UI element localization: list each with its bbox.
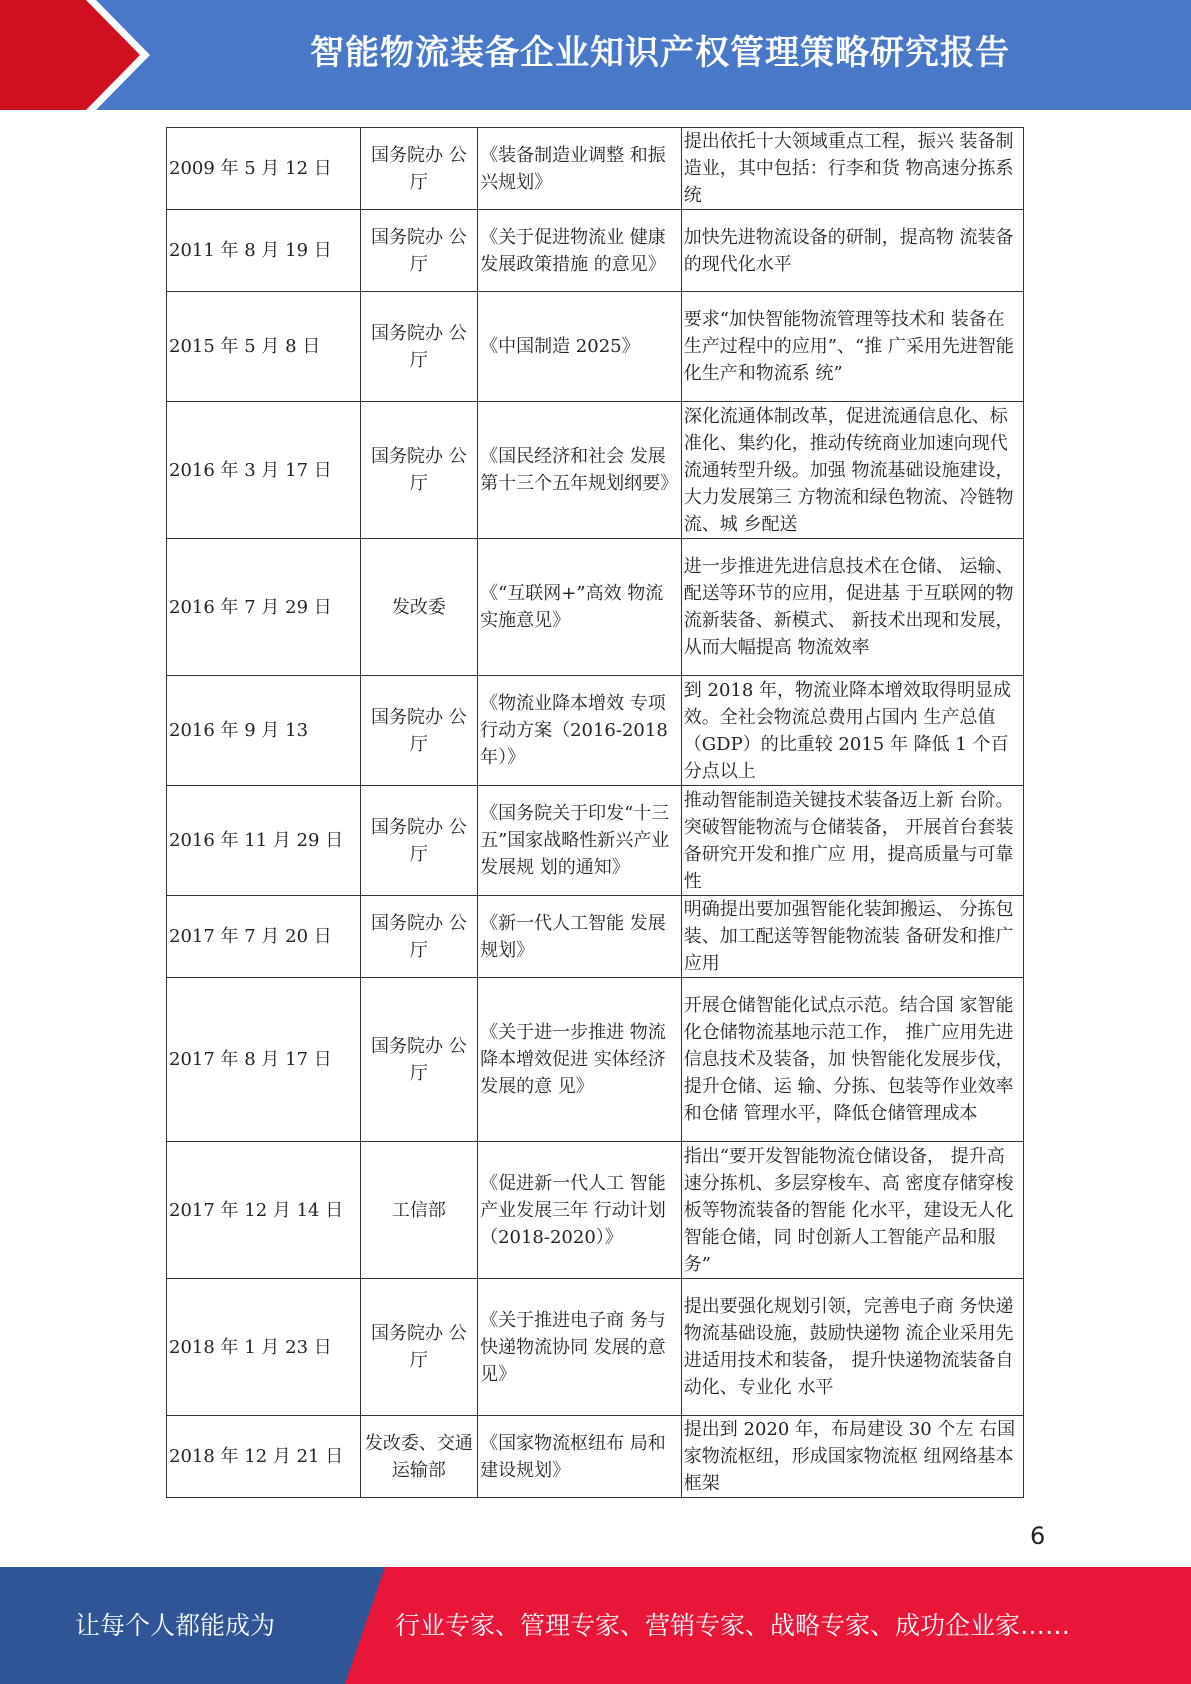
- page-footer: [0, 1567, 1191, 1684]
- row-document: 《国民经济和社会 发展第十三个五年规划纲要》: [478, 402, 682, 539]
- table-row: [167, 292, 1024, 402]
- row-content: 开展仓储智能化试点示范。结合国 家智能化仓储物流基地示范工作， 推广应用先进信息技术及装备，加 快智能化发展步伐，提升仓储、运 输、分拣、包装等作业效率和仓储 管理水平，降低仓储管理成本: [681, 978, 1023, 1142]
- table-row: [167, 978, 1024, 1142]
- table-row: [167, 1142, 1024, 1279]
- row-content: 提出到 2020 年，布局建设 30 个左 右国家物流枢纽，形成国家物流枢 纽网络基本框架: [681, 1416, 1023, 1498]
- row-content: 要求“加快智能物流管理等技术和 装备在生产过程中的应用”、“推 广采用先进智能化生产和物流系 统”: [681, 292, 1023, 402]
- table-row: [167, 786, 1024, 896]
- row-document: 《国务院关于印发“十三五”国家战略性新兴产业发展规 划的通知》: [478, 786, 682, 896]
- row-date: 2015 年 5 月 8 日: [167, 292, 361, 402]
- table-row: [167, 896, 1024, 978]
- table-row: [167, 1416, 1024, 1498]
- row-document: 《装备制造业调整 和振兴规划》: [478, 128, 682, 210]
- row-content: 明确提出要加强智能化装卸搬运、 分拣包装、加工配送等智能物流装 备研发和推广应用: [681, 896, 1023, 978]
- row-content: 指出“要开发智能物流仓储设备， 提升高速分拣机、多层穿梭车、高 密度存储穿梭板等物流装备的智能 化水平，建设无人化智能仓储，同 时创新人工智能产品和服务”: [681, 1142, 1023, 1279]
- policy-table: [166, 127, 1024, 1498]
- row-content: 提出依托十大领域重点工程，振兴 装备制造业，其中包括：行李和货 物高速分拣系统: [681, 128, 1023, 210]
- row-department: 国务院办 公厅: [360, 896, 477, 978]
- table-row: [167, 210, 1024, 292]
- row-content: 到 2018 年，物流业降本增效取得明显成效。全社会物流总费用占国内 生产总值（GDP）的比重较 2015 年 降低 1 个百分点以上: [681, 676, 1023, 786]
- row-department: 发改委: [360, 539, 477, 676]
- row-department: 国务院办 公厅: [360, 786, 477, 896]
- row-date: 2016 年 9 月 13: [167, 676, 361, 786]
- footer-slogan-left: 让每个人都能成为: [74, 1611, 275, 1640]
- table-row: [167, 676, 1024, 786]
- row-document: 《中国制造 2025》: [478, 292, 682, 402]
- row-date: 2018 年 1 月 23 日: [167, 1279, 361, 1416]
- row-date: 2017 年 7 月 20 日: [167, 896, 361, 978]
- row-document: 《关于进一步推进 物流降本增效促进 实体经济发展的意 见》: [478, 978, 682, 1142]
- row-date: 2016 年 11 月 29 日: [167, 786, 361, 896]
- row-content: 推动智能制造关键技术装备迈上新 台阶。突破智能物流与仓储装备， 开展首台套装备研究开发和推广应 用，提高质量与可靠性: [681, 786, 1023, 896]
- row-date: 2009 年 5 月 12 日: [167, 128, 361, 210]
- footer-slogan-right: 行业专家、管理专家、营销专家、战略专家、成功企业家……: [395, 1611, 1071, 1640]
- table-row: [167, 1279, 1024, 1416]
- row-date: 2011 年 8 月 19 日: [167, 210, 361, 292]
- row-department: 国务院办 公厅: [360, 128, 477, 210]
- row-content: 提出要强化规划引领，完善电子商 务快递物流基础设施，鼓励快递物 流企业采用先进适用技术和装备， 提升快递物流装备自动化、专业化 水平: [681, 1279, 1023, 1416]
- table-row: [167, 128, 1024, 210]
- header-title: 智能物流装备企业知识产权管理策略研究报告: [310, 33, 1010, 73]
- row-department: 国务院办 公厅: [360, 402, 477, 539]
- table-row: [167, 402, 1024, 539]
- header-chevron-decoration: [0, 0, 150, 110]
- row-date: 2018 年 12 月 21 日: [167, 1416, 361, 1498]
- row-document: 《国家物流枢纽布 局和建设规划》: [478, 1416, 682, 1498]
- row-content: 深化流通体制改革，促进流通信息化、标准化、集约化，推动传统商业加速向现代流通转型升级。加强 物流基础设施建设，大力发展第三 方物流和绿色物流、冷链物流、城 乡配送: [681, 402, 1023, 539]
- row-date: 2017 年 8 月 17 日: [167, 978, 361, 1142]
- row-department: 国务院办 公厅: [360, 1279, 477, 1416]
- row-department: 国务院办 公厅: [360, 210, 477, 292]
- row-document: 《新一代人工智能 发展规划》: [478, 896, 682, 978]
- row-content: 进一步推进先进信息技术在仓储、 运输、配送等环节的应用，促进基 于互联网的物流新装备、新模式、 新技术出现和发展，从而大幅提高 物流效率: [681, 539, 1023, 676]
- row-document: 《“互联网+”高效 物流实施意见》: [478, 539, 682, 676]
- row-department: 国务院办 公厅: [360, 676, 477, 786]
- row-date: 2016 年 3 月 17 日: [167, 402, 361, 539]
- row-department: 工信部: [360, 1142, 477, 1279]
- row-department: 国务院办 公厅: [360, 978, 477, 1142]
- row-document: 《促进新一代人工 智能产业发展三年 行动计划（2018-2020）》: [478, 1142, 682, 1279]
- page-header: [0, 0, 1191, 110]
- row-document: 《物流业降本增效 专项行动方案（2016-2018 年）》: [478, 676, 682, 786]
- row-department: 发改委、交通运输部: [360, 1416, 477, 1498]
- row-document: 《关于推进电子商 务与快递物流协同 发展的意见》: [478, 1279, 682, 1416]
- table-row: [167, 539, 1024, 676]
- row-department: 国务院办 公厅: [360, 292, 477, 402]
- row-date: 2017 年 12 月 14 日: [167, 1142, 361, 1279]
- page-number: 6: [1030, 1522, 1046, 1550]
- row-content: 加快先进物流设备的研制，提高物 流装备的现代化水平: [681, 210, 1023, 292]
- row-document: 《关于促进物流业 健康发展政策措施 的意见》: [478, 210, 682, 292]
- row-date: 2016 年 7 月 29 日: [167, 539, 361, 676]
